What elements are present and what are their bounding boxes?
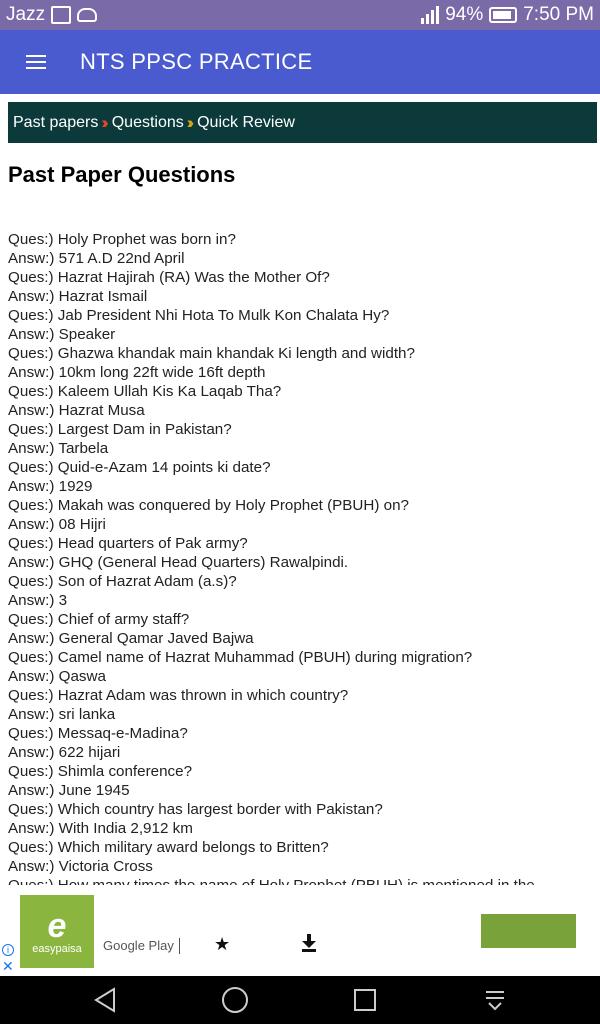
qa-line: Answ:) 1929	[8, 478, 93, 495]
qa-line: Ques:) Which country has largest border with Pakistan?	[8, 801, 383, 818]
breadcrumb-quick-review[interactable]: Quick Review	[197, 113, 295, 131]
qa-line: Ques:) Kaleem Ullah Kis Ka Laqab Tha?	[8, 383, 282, 400]
image-notification-icon	[51, 6, 71, 24]
home-button[interactable]	[211, 976, 259, 1024]
qa-line: Ques:) Which military award belongs to Britten?	[8, 839, 329, 856]
signal-icon	[421, 6, 439, 24]
qa-line: Answ:) 622 hijari	[8, 744, 121, 761]
google-play-label: Google Play	[103, 938, 174, 953]
qa-line: Ques:) Jab President Nhi Hota To Mulk Kon Chalata Hy?	[8, 307, 390, 324]
qa-line: Answ:) 3	[8, 592, 68, 609]
qa-line: Ques:) Largest Dam in Pakistan?	[8, 421, 232, 438]
qa-line: Ques:) Hazrat Adam was thrown in which country?	[8, 687, 349, 704]
double-chevron-right-icon: ››	[101, 112, 105, 132]
qa-line: Answ:) sri lanka	[8, 706, 116, 723]
breadcrumb-questions[interactable]: Questions	[111, 113, 184, 131]
qa-line: Answ:) With India 2,912 km	[8, 820, 193, 837]
qa-line: Answ:) Qaswa	[8, 668, 106, 685]
qa-line: Answ:) Hazrat Ismail	[8, 288, 148, 305]
qa-line: Ques:) Ghazwa khandak main khandak Ki length and width?	[8, 345, 415, 362]
app-title: NTS PPSC PRACTICE	[80, 49, 313, 74]
qa-line: Answ:) Tarbela	[8, 440, 109, 457]
breadcrumb-past-papers[interactable]: Past papers	[13, 113, 99, 131]
notifications-pull-button[interactable]	[471, 976, 519, 1024]
qa-line: Answ:) GHQ (General Head Quarters) Rawalpindi.	[8, 554, 349, 571]
qa-line: Ques:) Shimla conference?	[8, 763, 193, 780]
easypaisa-logo[interactable]	[20, 895, 94, 968]
menu-button[interactable]	[0, 30, 72, 94]
qa-line: Answ:) 571 A.D 22nd April	[8, 250, 185, 267]
recents-square-icon	[353, 988, 377, 1012]
back-triangle-icon	[93, 987, 117, 1013]
qa-line: Ques:) Quid-e-Azam 14 points ki date?	[8, 459, 271, 476]
app-bar	[0, 30, 600, 94]
system-nav-bar	[0, 976, 600, 1024]
page-title: Past Paper Questions	[8, 162, 236, 187]
battery-percent: 94%	[445, 4, 484, 25]
qa-line: Ques:) Chief of army staff?	[8, 611, 190, 628]
hamburger-icon	[26, 55, 46, 69]
recents-button[interactable]	[341, 976, 389, 1024]
breadcrumb	[8, 102, 597, 143]
qa-line: Answ:) Hazrat Musa	[8, 402, 145, 419]
qa-line: Answ:) Victoria Cross	[8, 858, 153, 875]
download-icon	[301, 934, 317, 957]
qa-line: Ques:) Holy Prophet was born in?	[8, 231, 236, 248]
home-circle-icon	[221, 986, 249, 1014]
ad-banner[interactable]	[0, 885, 600, 976]
star-icon: ★	[214, 934, 231, 954]
status-bar	[0, 0, 600, 30]
easypaisa-logo-mark: e	[47, 906, 67, 945]
carrier-name: Jazz	[6, 4, 46, 25]
qa-line: Answ:) General Qamar Javed Bajwa	[8, 630, 254, 647]
close-icon[interactable]: ✕	[2, 958, 14, 974]
clock: 7:50 PM	[523, 4, 594, 25]
easypaisa-logo-text: easypaisa	[32, 942, 82, 955]
qa-line: Ques:) Camel name of Hazrat Muhammad (PBUH) during migration?	[8, 649, 473, 666]
qa-line: Answ:) 10km long 22ft wide 16ft depth	[8, 364, 266, 381]
qa-line: Ques:) Son of Hazrat Adam (a.s)?	[8, 573, 237, 590]
qa-list[interactable]	[8, 230, 594, 885]
back-button[interactable]	[81, 976, 129, 1024]
ad-install-button[interactable]	[481, 914, 576, 948]
qa-line: Answ:) June 1945	[8, 782, 130, 799]
qa-line: Answ:) Speaker	[8, 326, 116, 343]
qa-line: Answ:) 08 Hijri	[8, 516, 106, 533]
info-icon[interactable]: i	[2, 944, 14, 956]
qa-line: Ques:) Makah was conquered by Holy Prophet (PBUH) on?	[8, 497, 409, 514]
android-notification-icon	[77, 8, 97, 22]
ad-divider	[179, 938, 180, 954]
qa-line: Ques:) Head quarters of Pak army?	[8, 535, 248, 552]
qa-line: Ques:) Hazrat Hajirah (RA) Was the Mother Of?	[8, 269, 330, 286]
double-chevron-right-icon: ››	[186, 112, 191, 132]
status-left	[6, 4, 97, 26]
status-right	[421, 4, 594, 26]
pull-down-icon	[483, 988, 507, 1012]
qa-line: Ques:) Messaq-e-Madina?	[8, 725, 188, 742]
battery-icon	[489, 7, 517, 23]
